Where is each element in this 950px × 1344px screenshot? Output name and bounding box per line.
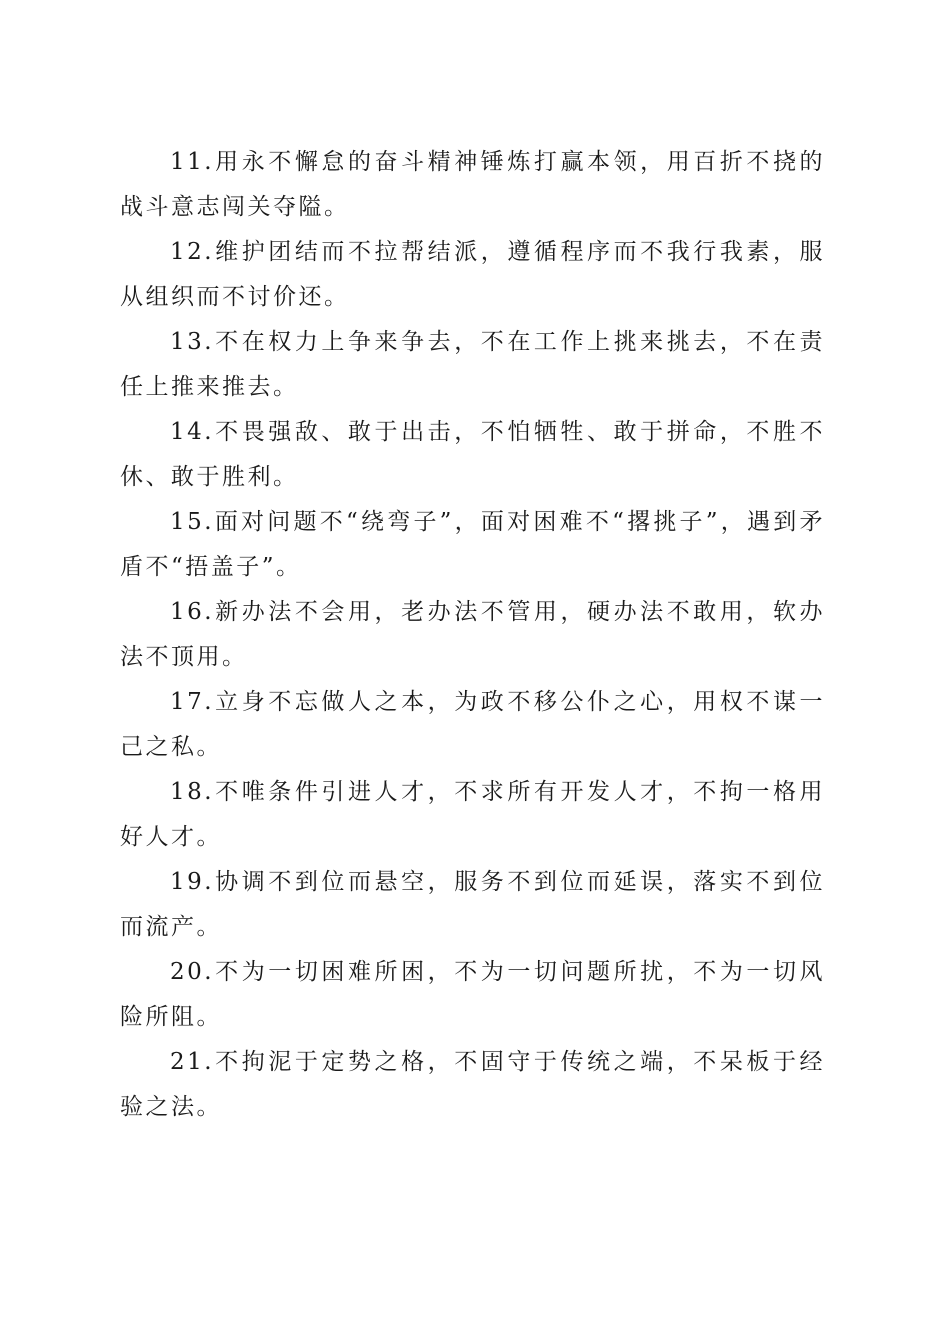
paragraph-16: 16.新办法不会用，老办法不管用，硬办法不敢用，软办法不顶用。 (120, 599, 825, 670)
document-body (120, 140, 825, 1130)
paragraph-11: 11.用永不懈怠的奋斗精神锤炼打赢本领，用百折不挠的战斗意志闯关夺隘。 (120, 149, 825, 220)
paragraph-19: 19.协调不到位而悬空，服务不到位而延误，落实不到位而流产。 (120, 869, 825, 940)
paragraph-17: 17.立身不忘做人之本，为政不移公仆之心，用权不谋一己之私。 (120, 689, 825, 760)
paragraph-12: 12.维护团结而不拉帮结派，遵循程序而不我行我素，服从组织而不讨价还。 (120, 239, 825, 310)
paragraph-13: 13.不在权力上争来争去，不在工作上挑来挑去，不在责任上推来推去。 (120, 329, 825, 400)
paragraph-20: 20.不为一切困难所困，不为一切问题所扰，不为一切风险所阻。 (120, 959, 825, 1030)
paragraph-18: 18.不唯条件引进人才，不求所有开发人才，不拘一格用好人才。 (120, 779, 825, 850)
paragraph-15: 15.面对问题不“绕弯子”，面对困难不“撂挑子”，遇到矛盾不“捂盖子”。 (120, 509, 825, 580)
paragraph-14: 14.不畏强敌、敢于出击，不怕牺牲、敢于拼命，不胜不休、敢于胜利。 (120, 419, 825, 490)
paragraph-21: 21.不拘泥于定势之格，不固守于传统之端，不呆板于经验之法。 (120, 1049, 825, 1120)
